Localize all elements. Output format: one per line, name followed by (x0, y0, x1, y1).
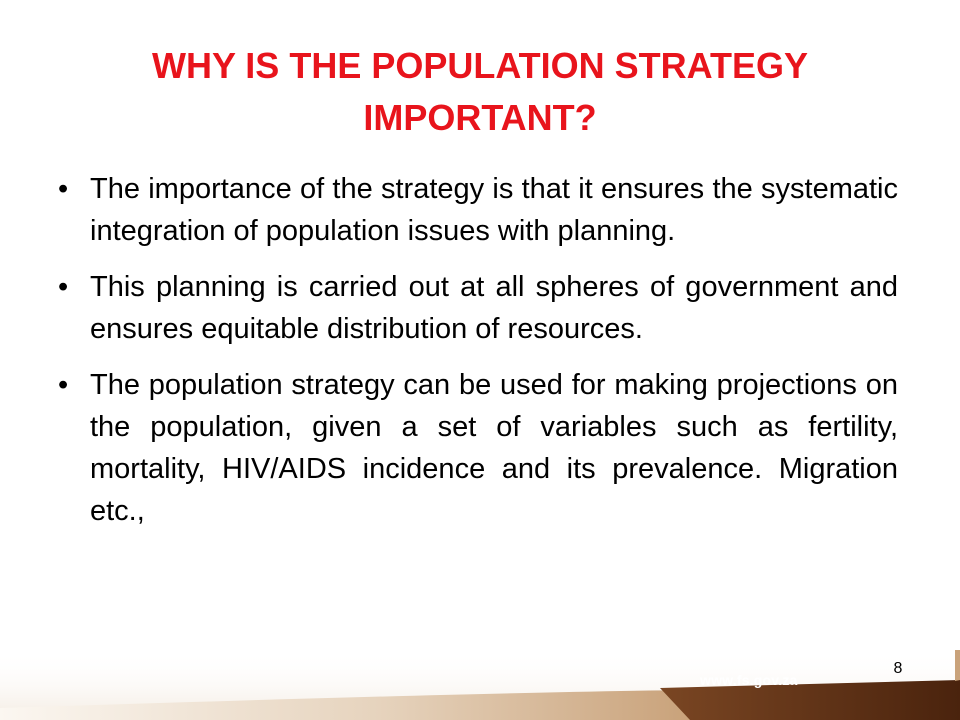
bullet-text: The population strategy can be used for making projections on the population, given a set of variables such as fertility, mortality, HIV/AIDS incidence and its prevalence. Migration etc., (90, 369, 898, 527)
bullet-icon: • (58, 173, 69, 205)
bullet-item (58, 364, 898, 532)
footer-url: www.fs.gov.za (700, 672, 798, 688)
bullet-icon: • (58, 271, 69, 303)
bullet-text: This planning is carried out at all spheres of government and ensures equitable distribution of resources. (90, 271, 898, 345)
bullet-icon: • (58, 369, 69, 401)
bullet-text: The importance of the strategy is that it ensures the systematic integration of population issues with planning. (90, 173, 898, 247)
bullet-item (58, 168, 898, 252)
bullet-item (58, 266, 898, 350)
slide-title: WHY IS THE POPULATION STRATEGY IMPORTANT? (151, 45, 809, 138)
footer-band (0, 650, 960, 720)
page-number: 8 (893, 660, 903, 677)
bullet-list (58, 168, 898, 546)
